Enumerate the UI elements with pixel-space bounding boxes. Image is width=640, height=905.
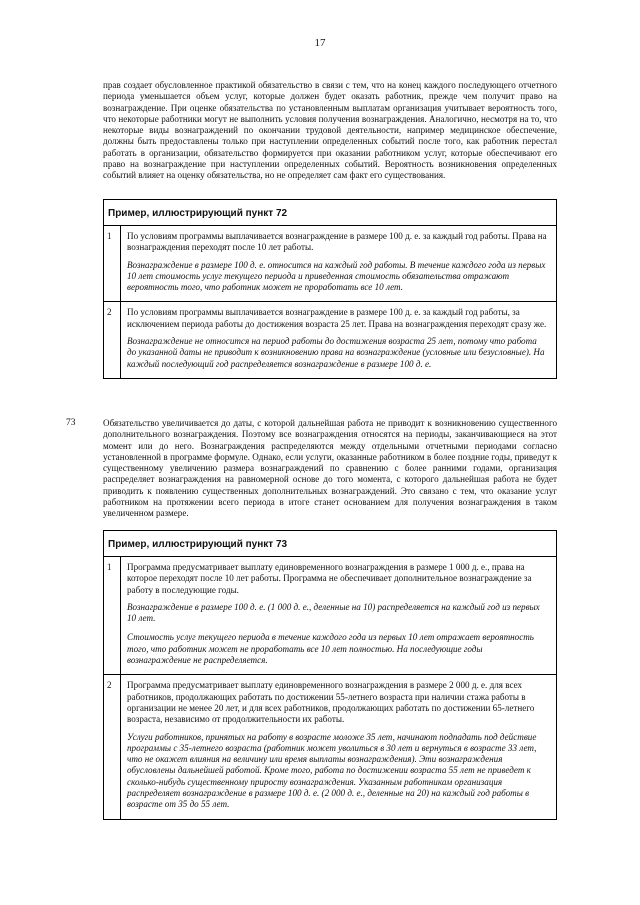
example-item-number: 1 bbox=[107, 562, 112, 572]
example-item-text: Программа предусматривает выплату единовременного вознаграждения в размере 1 000 д. е., права на которое переходят после 10 лет работы. Программа не обеспечивает дополнительное вознаграждение за работу в последующие годы. bbox=[127, 562, 532, 595]
paragraph-number: 73 bbox=[66, 418, 76, 428]
example-item-answer: Вознаграждение в размере 100 д. е. относится на каждый год работы. В течение каждого года из первых 10 лет стоимость услуг текущего периода и приведенная стоимость обязательства отражают вероятность того, что работник может не проработать все 10 лет. bbox=[127, 259, 546, 293]
example-item-answer: Услуги работников, принятых на работу в возрасте моложе 35 лет, начинают подпадать под действие программы с 35-летнего возраста (работник может уволиться в 30 лет и вернуться в возрасте 33 лет, что не окажет влияния на величину или время выплаты вознаграждения). Эти вознаграждения обусловлены дальнейшей работой. Кроме того, работа по достижении возраста 55 лет не приведет к сколько-нибудь существенному приросту вознаграждения. Указанным работникам организация распределяет вознаграждение в размере 100 д. е. (2 000 д. е., деленные на 20) на каждый год работы в возрасте от 35 до 55 лет. bbox=[127, 731, 537, 810]
example-box-73 bbox=[103, 530, 557, 820]
example-item-number: 1 bbox=[107, 231, 112, 241]
example-item-number: 2 bbox=[107, 307, 112, 318]
example-item bbox=[104, 557, 556, 674]
item-separator-line bbox=[120, 302, 121, 377]
paragraph-73: Обязательство увеличивается до даты, с которой дальнейшая работа не приводит к возникновению существенного дополнительного вознаграждения. Поэтому все вознаграждения относятся на периоды, заканчивающиеся на этот момент или до него. Вознаграждения распределяются между отдельными отчетными периодами согласно установленной в программе формуле. Однако, если услуги, оказанные работником в более поздние годы, приведут к существенному увеличению размера вознаграждений по сравнению с более ранними годами, организация распределяет вознаграждения на равномерной основе до того момента, с которого дальнейшая работа не будет приводить к появлению существенных дополнительных вознаграждений. Это связано с тем, что оказание услуг работником на протяжении всего периода в итоге станет основанием для получения вознаграждения в таком увеличенном размере. bbox=[103, 418, 557, 519]
page-number: 17 bbox=[314, 37, 326, 49]
example-item bbox=[104, 226, 556, 301]
example-item-text: По условиям программы выплачивается вознаграждение в размере 100 д. е. за каждый год работы. Права на вознаграждения переходят после 10 лет работы. bbox=[127, 231, 547, 253]
item-separator-line bbox=[120, 557, 121, 674]
example-item-text: Программа предусматривает выплату единовременного вознаграждения в размере 2 000 д. е. для всех работников, продолжающих работать по достижении 55-летнего возраста при наличии стажа работы в организации не менее 20 лет, и для всех работников, продолжающих работать по достижении 65-летнего возраста, независимо от продолжительности их работы. bbox=[127, 680, 535, 725]
example-item-number: 2 bbox=[107, 680, 112, 691]
example-item-answer: Вознаграждение не относится на период работы до достижения возраста 25 лет, потому что работа до указанной даты не приводит к возникновению права на вознаграждение (условные или безусловные). На каждый последующий год распределяется вознаграждение в размере 100 д. е. bbox=[127, 336, 545, 369]
example-box-72 bbox=[103, 199, 557, 379]
example-item bbox=[104, 674, 556, 818]
example-item bbox=[104, 301, 556, 377]
example-item-answer: Вознаграждение в размере 100 д. е. (1 000 д. е., деленные на 10) распределяется на каждый год из первых 10 лет. bbox=[127, 601, 540, 624]
item-separator-line bbox=[120, 675, 121, 818]
example-item-answer: Стоимость услуг текущего периода в течение каждого года из первых 10 лет отражает вероятность того, что работник может не проработать все 10 лет полностью. На последующие годы вознаграждение не распределяется. bbox=[127, 632, 534, 666]
item-separator-line bbox=[120, 226, 121, 301]
intro-paragraph: прав создает обусловленное практикой обязательство в связи с тем, что на конец каждого последующего отчетного периода уменьшается объем услуг, которые должен будет оказать работник, прежде чем получит право на вознаграждение. При оценке обязательства по установленным выплатам организация учитывает вероятность того, что некоторые работники могут не выполнить условия получения вознаграждения. Аналогично, несмотря на то, что некоторые виды вознаграждений по окончании трудовой деятельности, например медицинское обеспечение, должны быть предоставлены только при наступлении определенных событий после того, как работник перестал работать в организации, обязательство формируется при оказании работником услуг, которые обеспечивают его право на вознаграждение при наступлении определенных событий. Вероятность возникновения определенных событий влияет на оценку обязательства, но не определяет сам факт его существования. bbox=[103, 80, 557, 181]
example-title: Пример, иллюстрирующий пункт 73 bbox=[104, 531, 556, 557]
example-title: Пример, иллюстрирующий пункт 72 bbox=[104, 200, 556, 226]
example-item-text: По условиям программы выплачивается вознаграждение в размере 100 д. е. за каждый год работы, за исключением периода работы до достижения возраста 25 лет. Права на вознаграждения переходят сразу же. bbox=[127, 307, 547, 329]
